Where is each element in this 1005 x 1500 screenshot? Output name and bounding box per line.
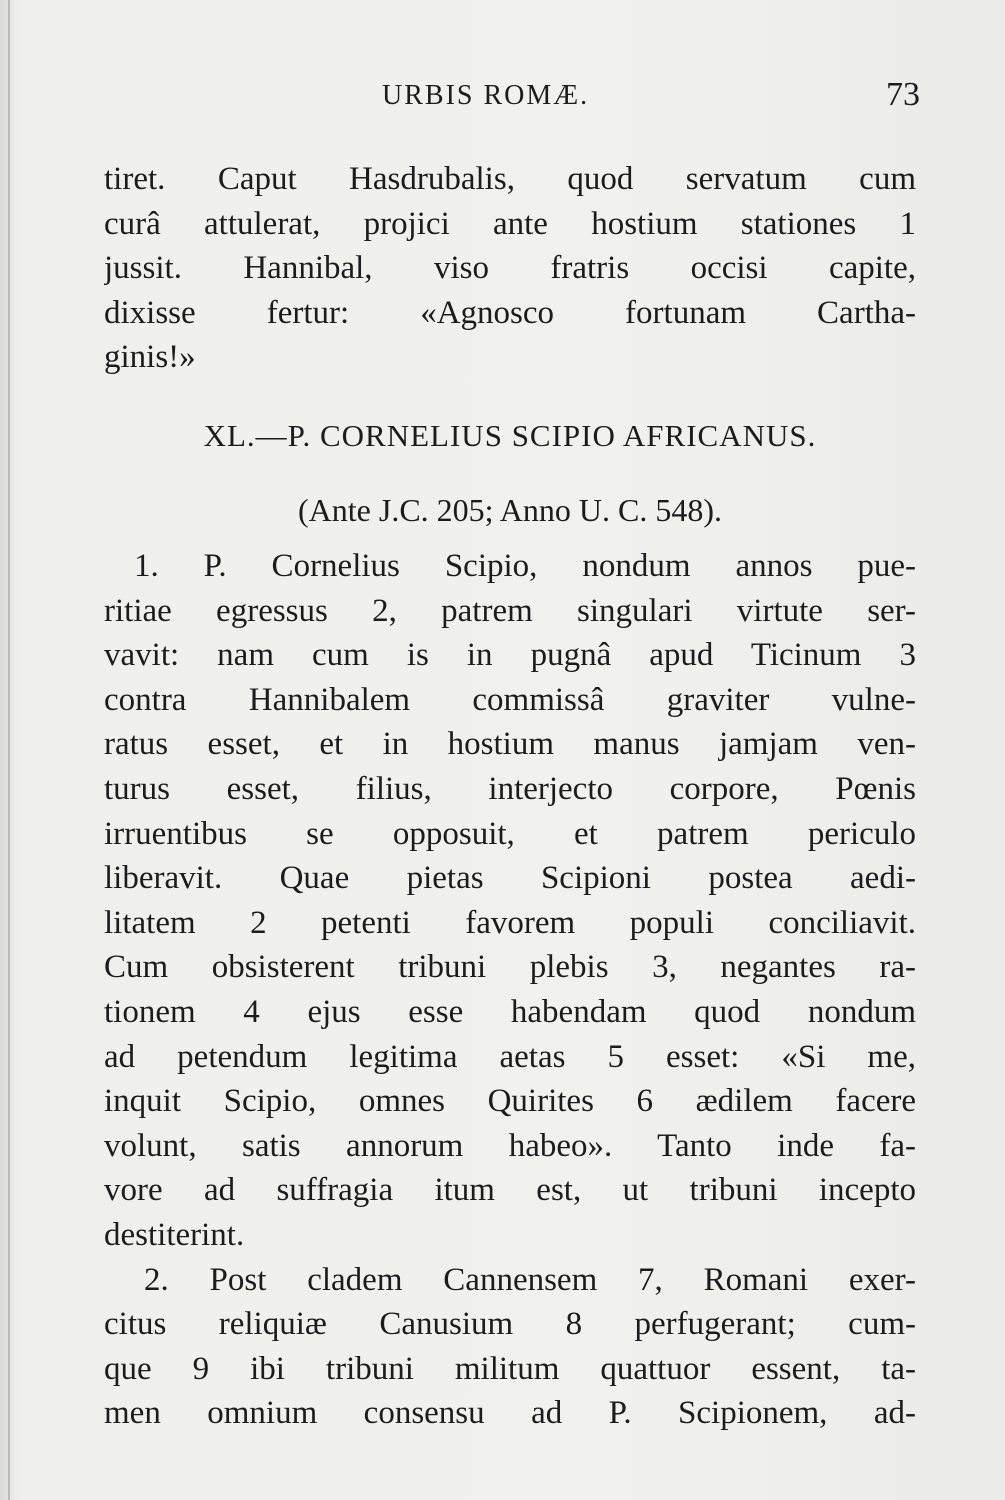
section-date: (Ante J.C. 205; Anno U. C. 548). (298, 492, 722, 528)
text-line: que 9 ibi tribuni militum quattuor essent, ta- (104, 1350, 916, 1387)
text-line: Cum obsisterent tribuni plebis 3, negantes ra- (104, 949, 916, 986)
text-line: 1. P. Cornelius Scipio, nondum annos pue- (134, 548, 916, 584)
text-line: 2. Post cladem Cannensem 7, Romani exer- (144, 1261, 916, 1298)
text-line: ratus esset, et in hostium manus jamjam ven- (104, 726, 916, 763)
text-line: turus esset, filius, interjecto corpore, Pœnis (104, 771, 916, 807)
text-line: tiret. Caput Hasdrubalis, quod servatum cum (104, 161, 916, 197)
text-line: tionem 4 ejus esse habendam quod nondum (104, 994, 916, 1030)
text-line: inquit Scipio, omnes Quirites 6 ædilem facere (104, 1083, 916, 1120)
text-line: dixisse fertur: «Agnosco fortunam Cartha- (104, 294, 916, 331)
text-line: ad petendum legitima aetas 5 esset: «Si me, (104, 1038, 916, 1075)
text-line: vavit: nam cum is in pugnâ apud Ticinum 3 (104, 637, 916, 674)
text-line: men omnium consensu ad P. Scipionem, ad- (104, 1395, 916, 1432)
text-line: ginis!» (104, 339, 196, 376)
page-fold-edge (8, 0, 10, 1500)
page-number: 73 (886, 76, 920, 113)
page-header (100, 72, 920, 122)
text-line: citus reliquiæ Canusium 8 perfugerant; cum- (104, 1306, 916, 1343)
text-line: litatem 2 petenti favorem populi conciliavit. (104, 904, 916, 941)
text-line: ritiae egressus 2, patrem singulari virtute ser- (104, 592, 916, 629)
text-line: irruentibus se opposuit, et patrem periculo (104, 815, 916, 852)
text-line: volunt, satis annorum habeo». Tanto inde fa- (104, 1127, 916, 1164)
text-line: jussit. Hannibal, viso fratris occisi capite, (104, 250, 916, 287)
text-line: liberavit. Quae pietas Scipioni postea aedi- (104, 860, 916, 897)
text-line: contra Hannibalem commissâ graviter vulne- (104, 681, 916, 718)
section-heading: XL.—P. CORNELIUS SCIPIO AFRICANUS. (203, 418, 817, 453)
text-line: vore ad suffragia itum est, ut tribuni incepto (104, 1172, 916, 1209)
text-line: curâ attulerat, projici ante hostium stationes 1 (104, 205, 916, 242)
running-title: URBIS ROMÆ. (382, 80, 590, 111)
text-line: destiterint. (104, 1217, 245, 1253)
